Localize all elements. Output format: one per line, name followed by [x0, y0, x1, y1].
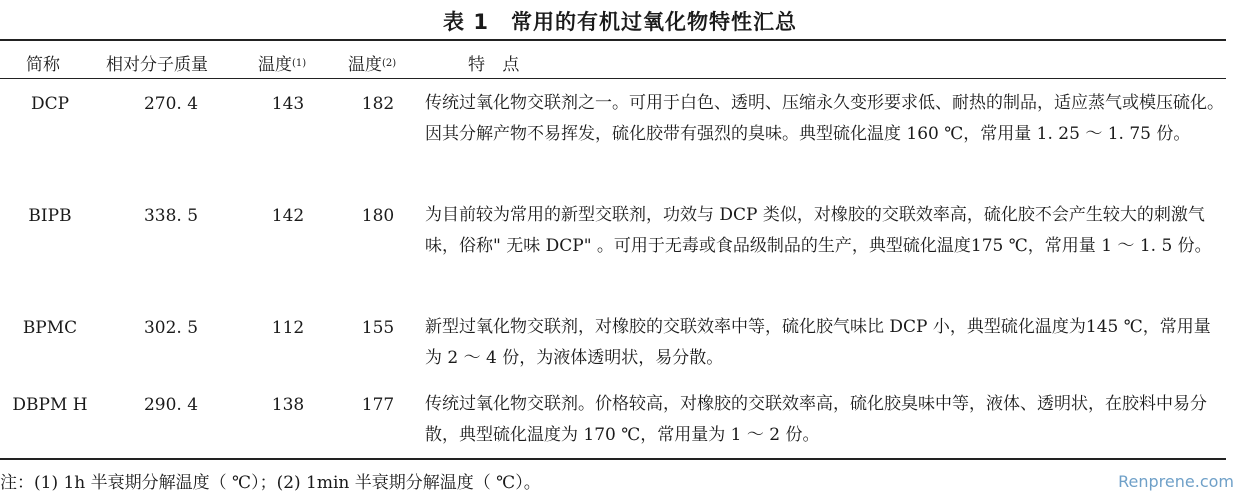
cell-temp-1min: 155 — [361, 318, 395, 338]
top-rule — [0, 39, 1226, 41]
cell-abbr: DCP — [30, 94, 70, 114]
cell-temp-1h: 112 — [271, 318, 305, 338]
header-features: 特 点 — [468, 55, 526, 75]
cell-molecular-weight: 338. 5 — [143, 206, 199, 226]
cell-abbr: DBPM H — [12, 395, 88, 415]
cell-temp-1h: 143 — [271, 94, 305, 114]
cell-temp-1h: 138 — [271, 395, 305, 415]
cell-features: 新型过氧化物交联剂，对橡胶的交联效率中等，硫化胶气味比 DCP 小，典型硫化温度为145 ℃，常用量为 2 ～ 4 份，为液体透明状，易分散。 — [425, 317, 1211, 368]
cell-features: 传统过氧化物交联剂。价格较高，对橡胶的交联效率高，硫化胶臭味中等，液体、透明状，在胶料中易分散，典型硫化温度为 170 ℃，常用量为 1 ～ 2 份。 — [425, 394, 1207, 445]
cell-molecular-weight: 270. 4 — [143, 94, 199, 114]
header-temp-1h-sup: (1) — [292, 58, 307, 69]
cell-temp-1min: 180 — [361, 206, 395, 226]
header-temp-1h-label: 温度 — [258, 55, 292, 75]
header-temp-1min-sup: (2) — [382, 58, 397, 69]
cell-features: 为目前较为常用的新型交联剂，功效与 DCP 类似，对橡胶的交联效率高，硫化胶不会产生较大的刺激气味，俗称" 无味 DCP" 。可用于无毒或食品级制品的生产，典型硫化温度175 ℃，常用量 1 ～ 1. 5 份。 — [425, 205, 1212, 256]
header-temp-1min-label: 温度 — [348, 55, 382, 75]
header-temp-1h — [258, 50, 306, 75]
bottom-rule — [0, 458, 1226, 460]
cell-molecular-weight: 290. 4 — [143, 395, 199, 415]
cell-temp-1h: 142 — [271, 206, 305, 226]
header-abbr: 简称 — [26, 55, 60, 75]
table-title: 表 1 常用的有机过氧化物特性汇总 — [443, 10, 797, 34]
table-footnote: 注：(1) 1h 半衰期分解温度（ ℃）；(2) 1min 半衰期分解温度（ ℃）。 — [0, 473, 541, 493]
cell-temp-1min: 182 — [361, 94, 395, 114]
watermark: Renprene.com — [1118, 472, 1234, 491]
header-molecular-weight: 相对分子质量 — [106, 55, 208, 75]
cell-abbr: BPMC — [22, 318, 78, 338]
header-temp-1min — [348, 50, 396, 75]
cell-abbr: BIPB — [28, 206, 72, 226]
header-rule — [0, 78, 1226, 79]
cell-features: 传统过氧化物交联剂之一。可用于白色、透明、压缩永久变形要求低、耐热的制品，适应蒸气或模压硫化。因其分解产物不易挥发，硫化胶带有强烈的臭味。典型硫化温度 160 ℃，常用量 1. 25 ～ 1. 75 份。 — [425, 93, 1224, 144]
cell-molecular-weight: 302. 5 — [143, 318, 199, 338]
cell-temp-1min: 177 — [361, 395, 395, 415]
